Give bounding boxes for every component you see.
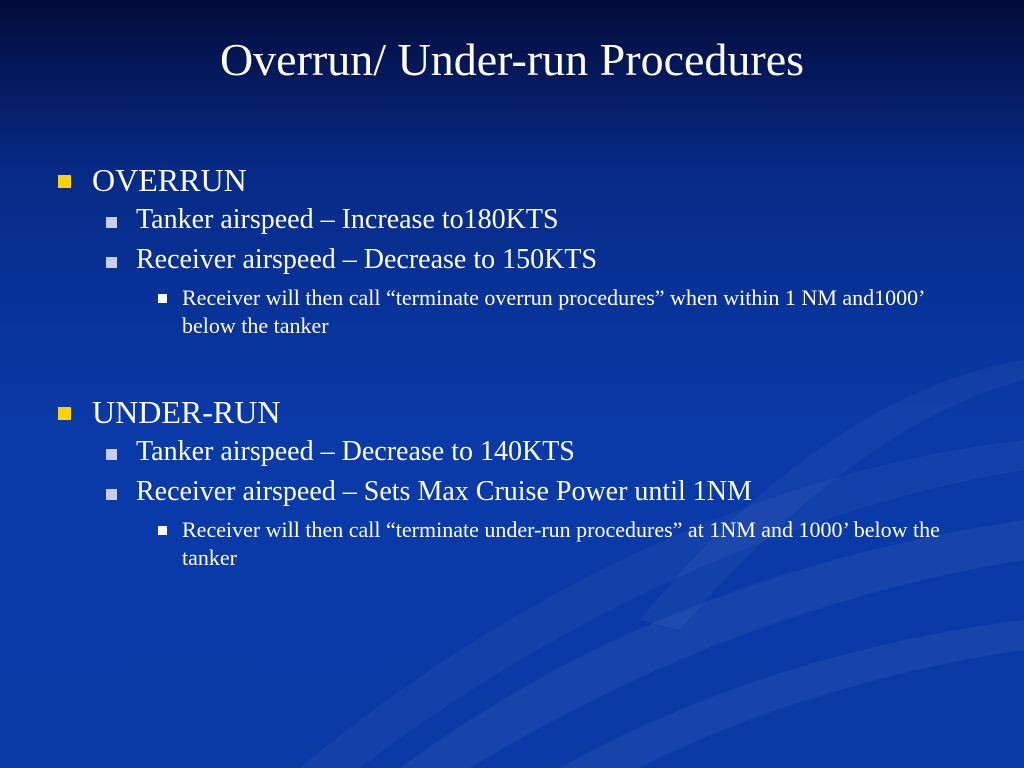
bullet-under-run <box>56 392 976 432</box>
bullet-receiver-call <box>56 284 982 340</box>
yellow-square-bullet-icon <box>58 175 71 188</box>
slide-content <box>56 160 976 572</box>
slide-title: Overrun/ Under-run Procedures <box>219 34 805 85</box>
bullet-tanker-airspeed <box>56 432 976 472</box>
white-square-bullet-icon <box>158 526 167 535</box>
lavender-square-bullet-icon <box>106 489 117 500</box>
overrun-section <box>56 160 976 340</box>
white-square-bullet-icon <box>158 294 167 303</box>
section-heading: UNDER-RUN <box>92 394 281 430</box>
bullet-tanker-airspeed <box>56 200 976 240</box>
section-heading: OVERRUN <box>92 162 247 198</box>
bullet-text: Receiver airspeed – Decrease to 150KTS <box>136 244 598 275</box>
bullet-text: Receiver will then call “terminate under-run procedures” at 1NM and 1000’ below the tanker <box>182 517 940 570</box>
bullet-receiver-airspeed <box>56 240 976 280</box>
bullet-text: Receiver will then call “terminate overrun procedures” when within 1 NM and1000’ below the tanker <box>182 285 924 338</box>
lavender-square-bullet-icon <box>106 217 117 228</box>
bullet-receiver-airspeed <box>56 472 976 512</box>
bullet-receiver-call <box>56 516 982 572</box>
bullet-overrun <box>56 160 976 200</box>
yellow-square-bullet-icon <box>58 407 71 420</box>
bullet-text: Tanker airspeed – Decrease to 140KTS <box>136 436 575 467</box>
under-run-section <box>56 392 976 572</box>
bullet-text: Tanker airspeed – Increase to180KTS <box>136 204 559 235</box>
lavender-square-bullet-icon <box>106 449 117 460</box>
lavender-square-bullet-icon <box>106 257 117 268</box>
bullet-text: Receiver airspeed – Sets Max Cruise Power until 1NM <box>136 476 752 507</box>
